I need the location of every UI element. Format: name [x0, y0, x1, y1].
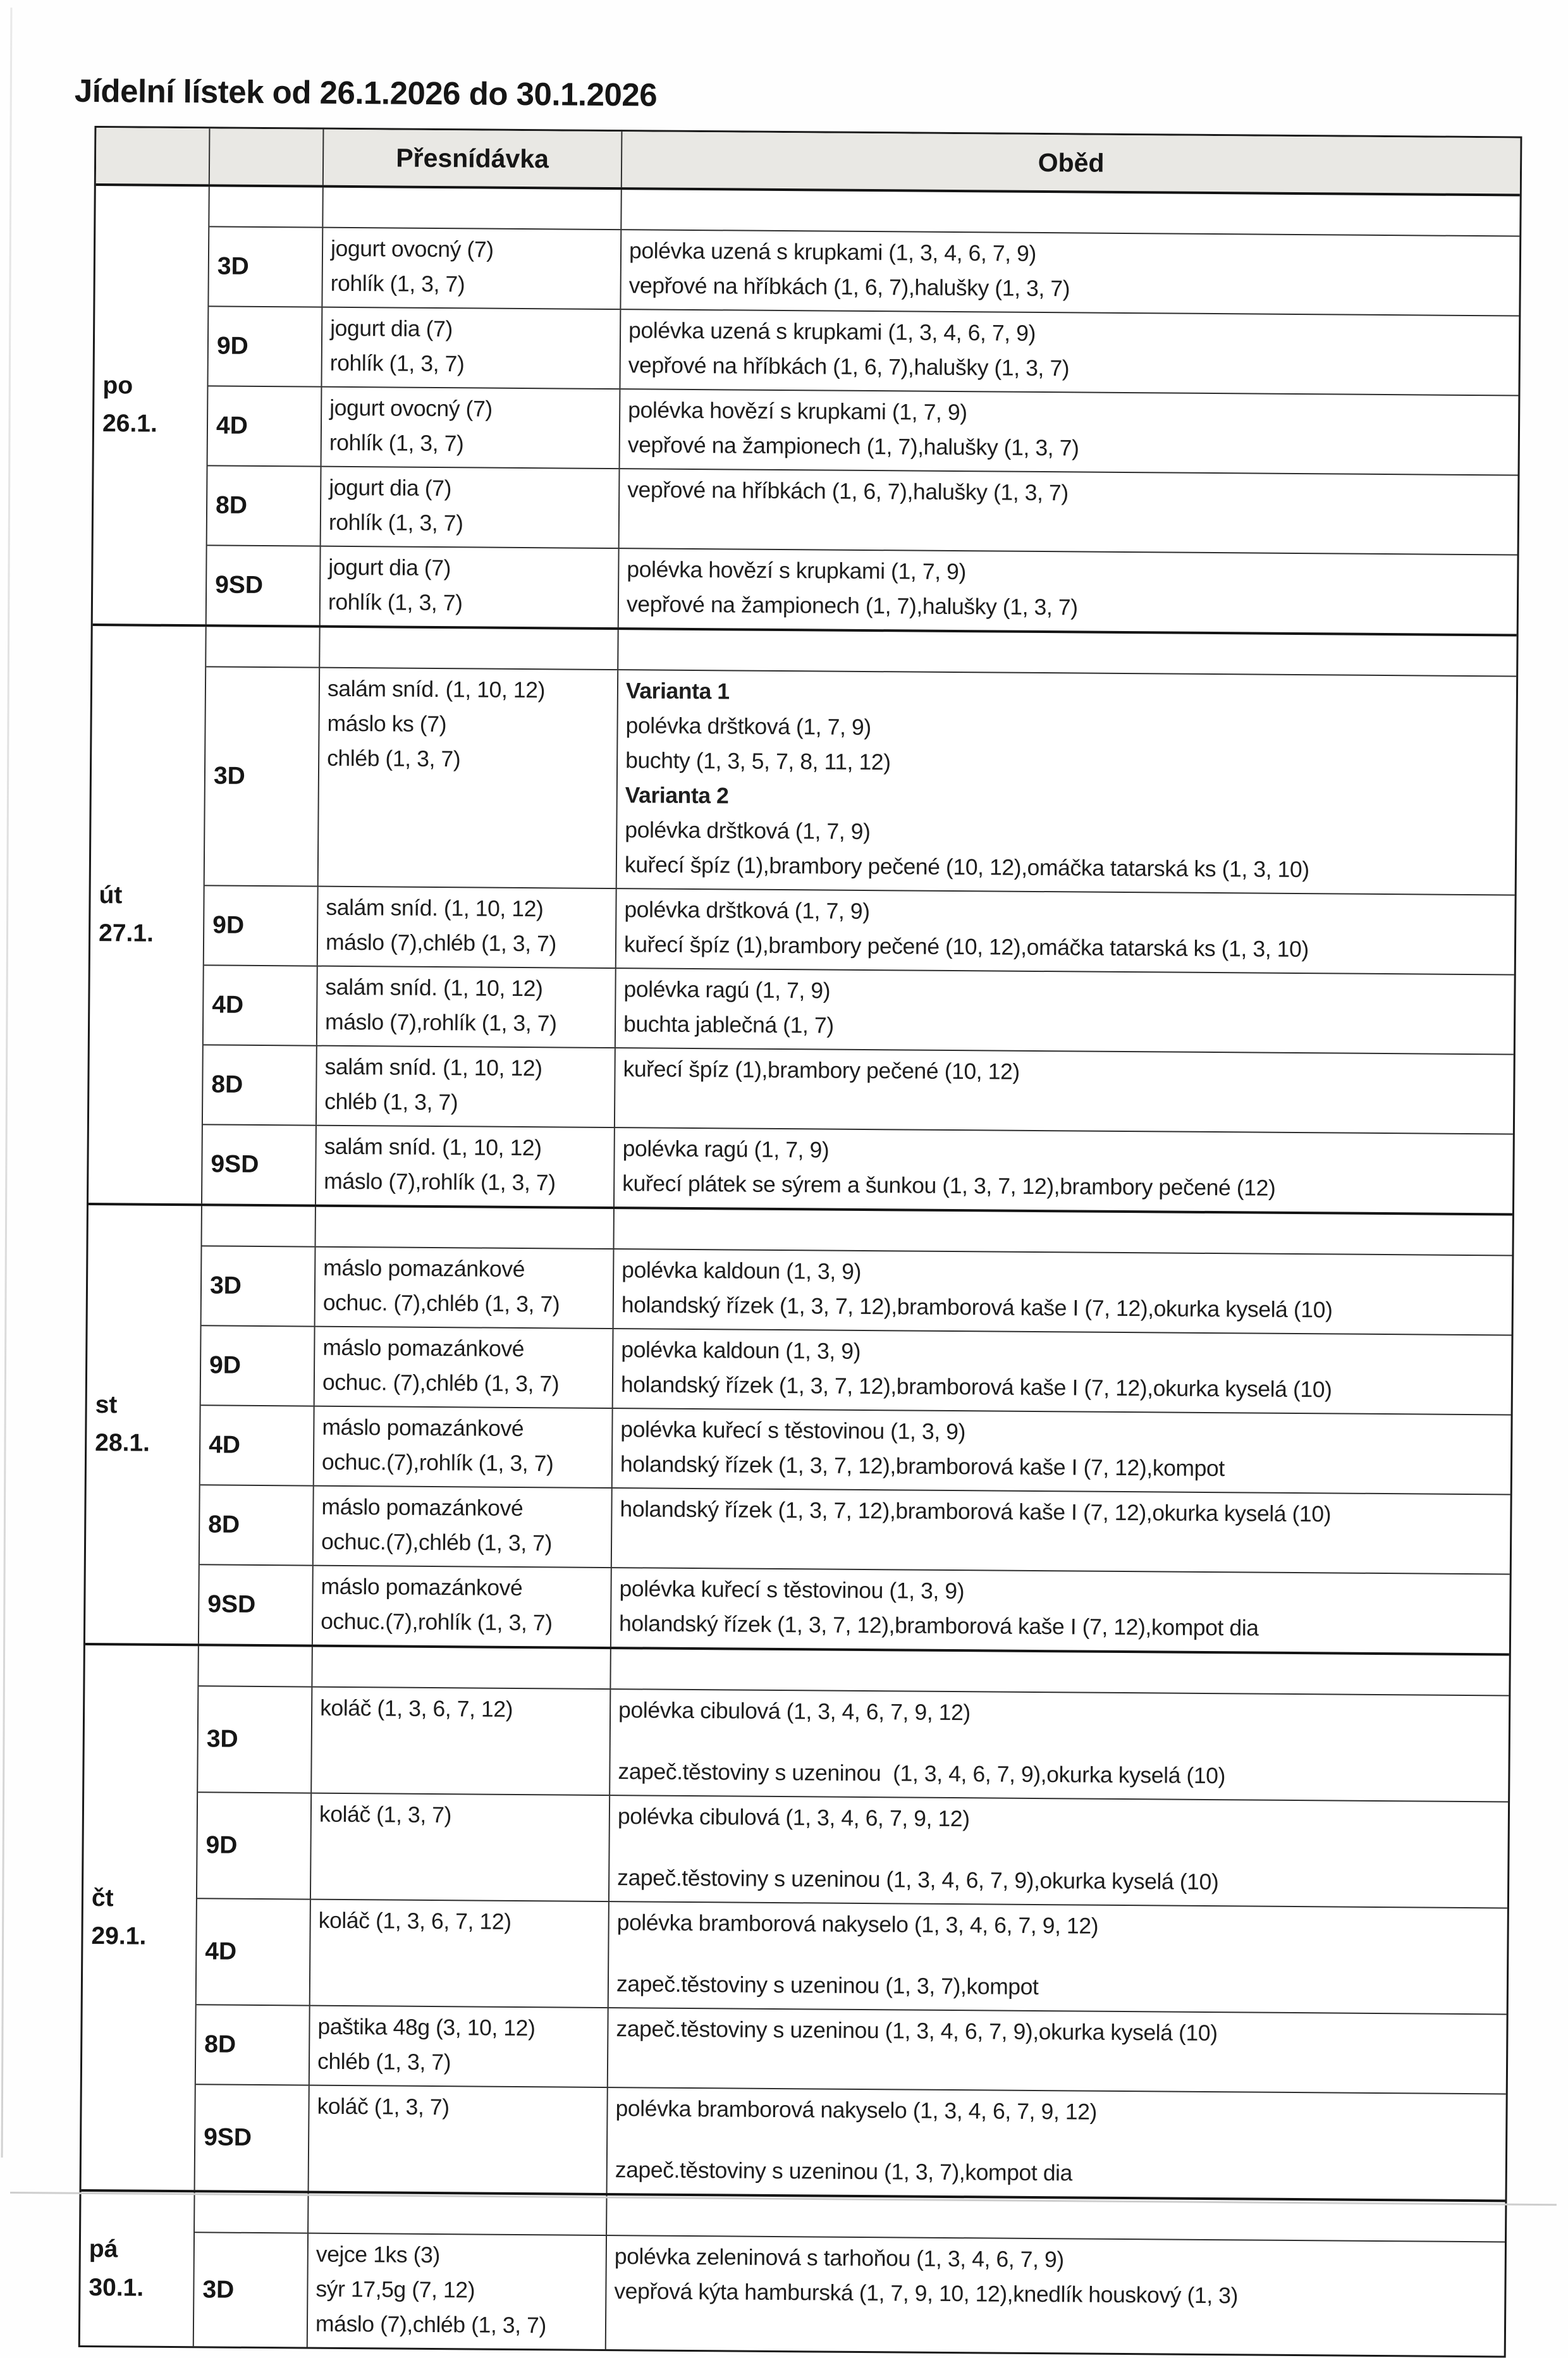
menu-line: holandský řízek (1, 3, 7, 12),bramborová kaše I (7, 12),okurka kyselá (10) — [621, 1292, 1333, 1323]
day-rows — [195, 1646, 1509, 2199]
menu-line: ochuc. (7),chléb (1, 3, 7) — [322, 1369, 560, 1397]
diet-code: 9SD — [199, 1565, 314, 1644]
diet-code: 4D — [208, 386, 322, 465]
menu-line: polévka hovězí s krupkami (1, 7, 9) — [628, 397, 967, 426]
menu-line: polévka kaldoun (1, 3, 9) — [621, 1337, 861, 1364]
menu-line: polévka ragú (1, 7, 9) — [622, 1136, 830, 1163]
lunch-cell — [611, 1568, 1510, 1653]
day-block — [80, 2189, 1505, 2356]
spacer-cell — [316, 1207, 615, 1248]
menu-line: Varianta 1 — [625, 678, 730, 704]
diet-row — [202, 1246, 1512, 1334]
lunch-cell — [620, 469, 1518, 554]
menu-line: máslo (7),rohlík (1, 3, 7) — [324, 1009, 557, 1036]
day-cell — [85, 1205, 202, 1643]
menu-line: rohlík (1, 3, 7) — [328, 589, 463, 616]
lunch-cell — [620, 390, 1519, 474]
menu-line: ochuc.(7),chléb (1, 3, 7) — [321, 1528, 553, 1556]
diet-row — [204, 964, 1514, 1053]
menu-line: polévka cibulová (1, 3, 4, 6, 7, 9, 12) — [618, 1697, 971, 1726]
snack-cell — [308, 2234, 607, 2349]
menu-line: kuřecí špíz (1),brambory pečené (10, 12),omáčka tatarská ks (1, 3, 10) — [624, 852, 1309, 883]
menu-line: chléb (1, 3, 7) — [317, 2048, 451, 2075]
diet-row — [200, 1484, 1510, 1573]
diet-row — [199, 1564, 1510, 1653]
diet-code: 3D — [205, 667, 321, 885]
spacer-cell — [206, 627, 320, 666]
snack-cell — [314, 1407, 613, 1487]
day-rows — [194, 2192, 1505, 2355]
day-date: 26.1. — [102, 410, 157, 438]
diet-code: 3D — [202, 1246, 316, 1325]
snack-cell — [310, 2006, 609, 2087]
day-label: po — [102, 371, 133, 400]
lunch-cell — [608, 2008, 1507, 2093]
menu-line: máslo (7),chléb (1, 3, 7) — [315, 2311, 547, 2338]
diet-row — [208, 385, 1519, 474]
snack-cell — [311, 1794, 610, 1901]
menu-line: jogurt dia (7) — [328, 554, 451, 581]
spacer-cell — [320, 628, 618, 669]
menu-line: salám sníd. (1, 10, 12) — [326, 894, 544, 922]
menu-line: polévka zeleninová s tarhoňou (1, 3, 4, 6, 7, 9) — [614, 2244, 1064, 2273]
diet-code: 3D — [198, 1686, 312, 1792]
lunch-cell — [609, 1902, 1507, 2013]
column-header-lunch: Oběd — [1038, 147, 1105, 178]
menu-line: salám sníd. (1, 10, 12) — [324, 1133, 542, 1161]
diet-code: 9D — [204, 886, 319, 965]
diet-row — [207, 544, 1517, 634]
lunch-cell — [616, 889, 1515, 974]
menu-line: polévka bramborová nakyselo (1, 3, 4, 6, 7, 9, 12) — [615, 2096, 1098, 2125]
menu-line: máslo pomazánkové — [322, 1414, 524, 1442]
lunch-cell — [621, 230, 1519, 315]
menu-line: holandský řízek (1, 3, 7, 12),bramborová kaše I (7, 12),okurka kyselá (10) — [620, 1372, 1332, 1403]
menu-line: chléb (1, 3, 7) — [327, 745, 461, 772]
spacer-cell — [611, 1649, 1509, 1695]
snack-cell — [315, 1327, 614, 1408]
menu-line: polévka uzená s krupkami (1, 3, 4, 6, 7, 9) — [628, 317, 1036, 346]
diet-code: 9SD — [207, 546, 321, 625]
menu-line: ochuc.(7),rohlík (1, 3, 7) — [321, 1608, 553, 1636]
diet-row — [200, 1404, 1511, 1494]
spacer-cell — [199, 1646, 312, 1686]
menu-line: rohlík (1, 3, 7) — [329, 350, 465, 377]
day-label: st — [95, 1391, 118, 1418]
day-block — [82, 1643, 1509, 2199]
diet-row — [207, 465, 1518, 554]
menu-line: máslo ks (7) — [327, 710, 447, 737]
menu-line: koláč (1, 3, 6, 7, 12) — [320, 1695, 513, 1722]
menu-line: zapeč.těstoviny s uzeninou (1, 3, 7),kompot — [616, 1971, 1039, 2000]
lunch-cell — [610, 1690, 1509, 1801]
diet-row — [197, 1791, 1508, 1907]
menu-line: vepřové na žampionech (1, 7),halušky (1, 3, 7) — [627, 432, 1079, 461]
day-block — [85, 1203, 1512, 1653]
menu-line: polévka drštková (1, 7, 9) — [625, 817, 871, 845]
menu-line: rohlík (1, 3, 7) — [330, 270, 465, 297]
day-rows — [207, 187, 1520, 634]
day-cell — [80, 2192, 195, 2346]
diet-row — [208, 305, 1519, 395]
menu-line: máslo (7),chléb (1, 3, 7) — [325, 929, 557, 957]
menu-line: vepřová kýta hamburská (1, 7, 9, 10, 12),knedlík houskový (1, 3) — [614, 2278, 1239, 2309]
diet-code: 9SD — [195, 2085, 310, 2190]
menu-line: rohlík (1, 3, 7) — [328, 509, 463, 536]
day-date: 30.1. — [89, 2273, 144, 2302]
lunch-cell — [615, 1128, 1513, 1213]
diet-code: 3D — [194, 2233, 309, 2347]
menu-line: paštika 48g (3, 10, 12) — [317, 2013, 536, 2041]
menu-line: polévka kuřecí s těstovinou (1, 3, 9) — [620, 1416, 966, 1445]
lunch-cell — [612, 1489, 1510, 1573]
day-rows — [202, 627, 1517, 1213]
diet-row — [204, 885, 1515, 974]
lunch-cell — [614, 1250, 1512, 1334]
day-rows — [199, 1206, 1512, 1653]
menu-line: polévka ragú (1, 7, 9) — [623, 976, 831, 1004]
spacer-cell — [618, 630, 1516, 675]
day-cell — [89, 626, 207, 1203]
spacer-cell — [202, 1206, 316, 1246]
day-block — [93, 183, 1520, 634]
diet-code: 8D — [200, 1485, 314, 1564]
day-date: 27.1. — [98, 919, 154, 947]
menu-line: polévka drštková (1, 7, 9) — [624, 897, 870, 924]
diet-code: 9D — [208, 307, 322, 386]
menu-table — [78, 126, 1522, 2357]
menu-line: máslo pomazánkové — [321, 1573, 523, 1601]
menu-line: máslo pomazánkové — [321, 1494, 524, 1521]
menu-line: jogurt dia (7) — [330, 315, 453, 342]
snack-cell — [317, 1047, 616, 1127]
lunch-cell — [620, 310, 1519, 395]
lunch-cell — [617, 670, 1516, 894]
menu-line: vepřové na žampionech (1, 7),halušky (1, 3, 7) — [626, 591, 1078, 620]
column-header-snack: Přesnídávka — [324, 130, 623, 187]
snack-cell — [310, 1900, 609, 2007]
spacer-cell — [622, 190, 1519, 235]
diet-code: 9D — [197, 1793, 312, 1898]
menu-line: koláč (1, 3, 7) — [319, 1801, 452, 1828]
diet-row — [205, 667, 1516, 894]
diet-code: 9SD — [202, 1125, 317, 1204]
snack-cell — [312, 1688, 611, 1795]
menu-line: vepřové na hříbkách (1, 6, 7),halušky (1, 3, 7) — [628, 352, 1070, 381]
menu-line: jogurt ovocný (7) — [329, 395, 493, 422]
diet-row — [197, 1898, 1507, 2013]
header-day-cell — [96, 128, 211, 184]
menu-line: jogurt dia (7) — [329, 474, 452, 501]
menu-line: polévka kuřecí s těstovinou (1, 3, 9) — [619, 1576, 965, 1604]
menu-line: vejce 1ks (3) — [315, 2241, 440, 2268]
spacer-cell — [195, 2192, 309, 2232]
menu-line: polévka drštková (1, 7, 9) — [625, 713, 871, 740]
diet-code: 8D — [203, 1045, 317, 1124]
menu-line: holandský řízek (1, 3, 7, 12),bramborová kaše I (7, 12),kompot dia — [619, 1611, 1259, 1641]
day-block — [89, 623, 1517, 1213]
day-cell — [93, 186, 210, 624]
diet-row — [195, 2084, 1506, 2199]
menu-line: jogurt ovocný (7) — [330, 235, 494, 262]
day-blocks-container — [80, 183, 1520, 2355]
lunch-cell — [616, 969, 1514, 1053]
diet-row — [194, 2233, 1505, 2355]
menu-line: holandský řízek (1, 3, 7, 12),bramborová kaše I (7, 12),kompot — [620, 1451, 1225, 1482]
menu-line: máslo pomazánkové — [322, 1334, 525, 1362]
spacer-cell — [614, 1209, 1512, 1255]
menu-line: polévka bramborová nakyselo (1, 3, 4, 6, 7, 9, 12) — [616, 1910, 1099, 1939]
menu-line: ochuc.(7),rohlík (1, 3, 7) — [321, 1449, 554, 1477]
diet-row — [196, 2004, 1507, 2093]
diet-code: 4D — [197, 1899, 311, 2005]
lunch-cell — [615, 1048, 1514, 1133]
table-header-row — [96, 128, 1521, 194]
menu-line: chléb (1, 3, 7) — [324, 1088, 458, 1115]
menu-line: kuřecí špíz (1),brambory pečené (10, 12),omáčka tatarská ks (1, 3, 10) — [623, 931, 1309, 962]
snack-cell — [321, 467, 620, 548]
menu-line: holandský řízek (1, 3, 7, 12),bramborová kaše I (7, 12),okurka kyselá (10) — [620, 1496, 1332, 1527]
snack-cell — [322, 388, 621, 468]
menu-line: kuřecí plátek se sýrem a šunkou (1, 3, 7, 12),brambory pečené (12) — [622, 1170, 1276, 1201]
menu-line: rohlík (1, 3, 7) — [329, 429, 464, 457]
menu-line: koláč (1, 3, 7) — [317, 2093, 450, 2120]
lunch-cell — [613, 1329, 1512, 1414]
spacer-cell — [323, 188, 622, 229]
snack-cell — [317, 967, 616, 1047]
header-diet-cell — [210, 128, 324, 185]
diet-row — [198, 1686, 1509, 1801]
lunch-cell — [619, 549, 1517, 634]
day-label: čt — [91, 1884, 114, 1912]
menu-line: zapeč.těstoviny s uzeninou (1, 3, 4, 6, 7, 9),okurka kyselá (10) — [616, 2016, 1218, 2046]
diet-code: 8D — [207, 466, 322, 545]
diet-code: 8D — [196, 2005, 310, 2084]
day-cell — [82, 1645, 199, 2190]
snack-cell — [314, 1487, 613, 1567]
lunch-cell — [606, 2236, 1505, 2355]
menu-line: ochuc. (7),chléb (1, 3, 7) — [322, 1289, 560, 1317]
menu-line: Varianta 2 — [625, 782, 729, 809]
spacer-cell — [209, 187, 323, 226]
snack-cell — [315, 1248, 615, 1328]
menu-line: sýr 17,5g (7, 12) — [315, 2276, 475, 2303]
menu-line: koláč (1, 3, 6, 7, 12) — [318, 1907, 511, 1934]
day-date: 29.1. — [91, 1922, 147, 1950]
snack-cell — [321, 547, 620, 627]
snack-cell — [318, 887, 617, 967]
snack-cell — [313, 1566, 612, 1647]
spacer-cell — [312, 1647, 611, 1688]
page-title: Jídelní lístek od 26.1.2026 do 30.1.2026 — [74, 72, 658, 113]
snack-cell — [322, 228, 622, 309]
menu-line: zapeč.těstoviny s uzeninou (1, 3, 4, 6, 7, 9),okurka kyselá (10) — [618, 1759, 1226, 1789]
menu-line: salám sníd. (1, 10, 12) — [325, 974, 543, 1002]
menu-line: polévka hovězí s krupkami (1, 7, 9) — [627, 556, 967, 585]
spacer-cell — [309, 2194, 607, 2235]
diet-code: 4D — [204, 966, 318, 1045]
day-label: út — [99, 881, 123, 909]
menu-line: zapeč.těstoviny s uzeninou (1, 3, 4, 6, 7, 9),okurka kyselá (10) — [617, 1865, 1219, 1895]
lunch-cell — [613, 1409, 1511, 1494]
menu-line: vepřové na hříbkách (1, 6, 7),halušky (1, 3, 7) — [628, 273, 1070, 302]
menu-line: kuřecí špíz (1),brambory pečené (10, 12) — [623, 1056, 1020, 1084]
menu-line: zapeč.těstoviny s uzeninou (1, 3, 7),kompot dia — [615, 2157, 1073, 2186]
diet-code: 4D — [200, 1406, 315, 1485]
diet-code: 9D — [201, 1326, 315, 1405]
menu-line: máslo pomazánkové — [323, 1255, 525, 1282]
snack-cell — [322, 308, 621, 388]
lunch-cell — [609, 1796, 1508, 1907]
diet-row — [202, 1124, 1513, 1213]
diet-code: 3D — [209, 227, 323, 306]
snack-cell — [316, 1126, 615, 1207]
menu-line: polévka cibulová (1, 3, 4, 6, 7, 9, 12) — [617, 1803, 970, 1832]
diet-row — [203, 1044, 1514, 1133]
day-date: 28.1. — [95, 1429, 150, 1457]
menu-line: salám sníd. (1, 10, 12) — [324, 1053, 542, 1081]
diet-row — [209, 227, 1519, 315]
menu-line: salám sníd. (1, 10, 12) — [327, 675, 546, 703]
menu-line: buchty (1, 3, 5, 7, 8, 11, 12) — [625, 747, 891, 775]
menu-line: vepřové na hříbkách (1, 6, 7),halušky (1, 3, 7) — [627, 477, 1069, 506]
lunch-cell — [608, 2088, 1506, 2199]
menu-line: máslo (7),rohlík (1, 3, 7) — [324, 1168, 556, 1196]
menu-line: buchta jablečná (1, 7) — [623, 1011, 834, 1038]
menu-line: polévka uzená s krupkami (1, 3, 4, 6, 7, 9) — [628, 238, 1037, 266]
diet-row — [201, 1325, 1512, 1414]
menu-line: polévka kaldoun (1, 3, 9) — [622, 1257, 862, 1284]
day-label: pá — [89, 2235, 118, 2263]
snack-cell — [309, 2086, 608, 2193]
snack-cell — [319, 668, 619, 888]
